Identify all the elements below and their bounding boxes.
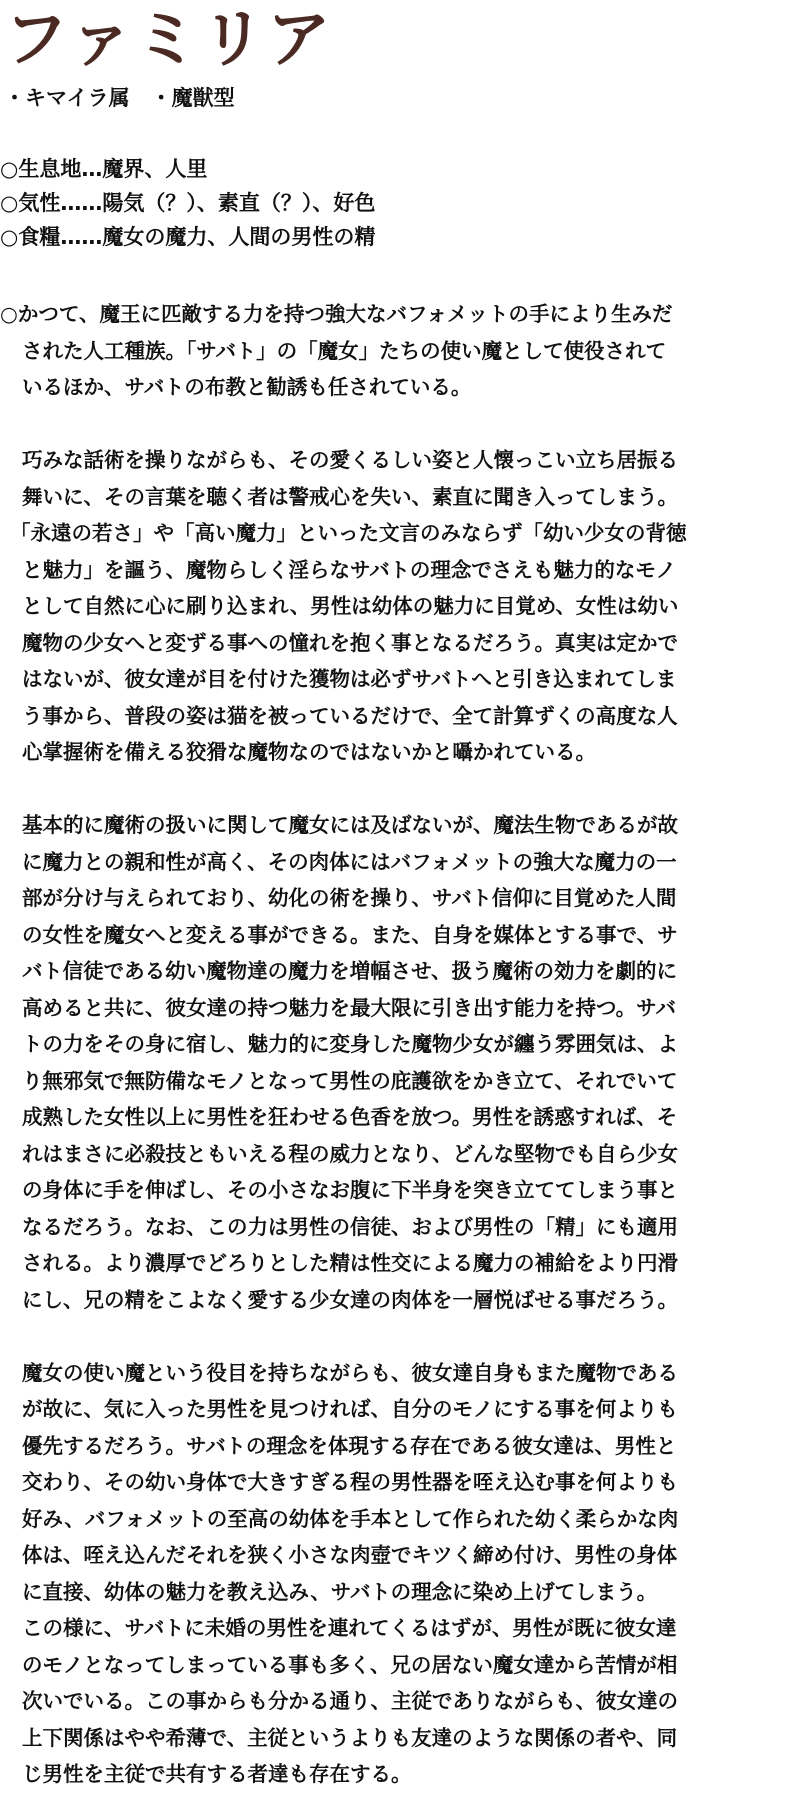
paragraph-gap xyxy=(0,1318,798,1355)
description-line: のモノとなってしまっている事も多く、兄の居ない魔女達から苦情が相 xyxy=(22,1652,678,1677)
page-title: ファミリア xyxy=(4,3,333,77)
description-line: が故に、気に入った男性を見つければ、自分のモノにする事を何よりも xyxy=(22,1397,678,1421)
description-line: う事から、普段の姿は猫を被っているだけで、全て計算ずくの高度な人 xyxy=(22,703,678,728)
description-line: 部が分け与えられており、幼化の術を操り、サバト信仰に目覚めた人間 xyxy=(22,886,677,910)
paragraph-gap xyxy=(0,406,798,443)
description-line: はないが、彼女達が目を付けた獲物は必ずサバトへと引き込まれてしま xyxy=(22,667,677,691)
description-line: 成熟した女性以上に男性を狂わせる色香を放つ。男性を誘惑すれば、そ xyxy=(22,1105,678,1129)
description-line: として自然に心に刷り込まれ、男性は幼体の魅力に目覚め、女性は幼い xyxy=(22,594,679,618)
classification-line: ・キマイラ属 ・魔獣型 xyxy=(4,86,235,110)
description-line: 「永遠の若さ」や「高い魔力」といった文言のみならず「幼い少女の背徳 xyxy=(10,521,687,545)
description-line: 優先するだろう。サバトの理念を体現する存在である彼女達は、男性と xyxy=(22,1433,677,1458)
description-line: 好み、バフォメットの至高の幼体を手本として作られた幼く柔らかな肉 xyxy=(22,1506,679,1531)
description-line: の身体に手を伸ばし、その小さなお腹に下半身を突き立ててしまう事と xyxy=(22,1178,678,1202)
description-line: れはまさに必殺技ともいえる程の威力となり、どんな堅物でも自ら少女 xyxy=(22,1141,678,1166)
stats-list xyxy=(0,152,798,254)
description-line: ○かつて、魔王に匹敵する力を持つ強大なバフォメットの手により生みだ xyxy=(0,302,673,326)
description-line: 心掌握術を備える狡猾な魔物なのではないかと囁かれている。 xyxy=(22,740,596,764)
description-body xyxy=(0,296,798,1793)
description-line: 魔物の少女へと変ずる事への憧れを抱く事となるだろう。真実は定かで xyxy=(22,630,678,655)
description-line: 魔女の使い魔という役目を持ちながらも、彼女達自身もまた魔物である xyxy=(22,1360,678,1385)
description-line: いるほか、サバトの布教と勧誘も任されている。 xyxy=(22,375,472,399)
stat-food: ○食糧……魔女の魔力、人間の男性の精 xyxy=(0,225,376,249)
description-line: 舞いに、その言葉を聴く者は警戒心を失い、素直に聞き入ってしまう。 xyxy=(22,484,678,509)
description-line: この様に、サバトに未婚の男性を連れてくるはずが、男性が既に彼女達 xyxy=(22,1616,677,1640)
description-line: 次いでいる。この事からも分かる通り、主従でありながらも、彼女達の xyxy=(22,1689,678,1713)
description-line: 巧みな話術を操りながらも、その愛くるしい姿と人懐っこい立ち居振る xyxy=(22,448,678,472)
description-line: の女性を魔女へと変える事ができる。また、自身を媒体とする事で、サ xyxy=(22,922,678,947)
description-line: 交わり、その幼い身体で大きすぎる程の男性器を咥え込む事を何よりも xyxy=(22,1470,678,1494)
description-line: バト信徒である幼い魔物達の魔力を増幅させ、扱う魔術の効力を劇的に xyxy=(22,959,677,983)
description-line: に直接、幼体の魅力を教え込み、サバトの理念に染め上げてしまう。 xyxy=(22,1579,658,1604)
description-line: と魅力」を謳う、魔物らしく淫らなサバトの理念でさえも魅力的なモノ xyxy=(22,557,677,582)
description-line: トの力をその身に宿し、魅力的に変身した魔物少女が纏う雰囲気は、よ xyxy=(22,1032,678,1056)
stat-temperament: ○気性……陽気（？）、素直（？）、好色 xyxy=(0,191,376,215)
description-line: に魔力との親和性が高く、その肉体にはバフォメットの強大な魔力の一 xyxy=(22,849,677,874)
description-line: された人工種族。「サバト」の「魔女」たちの使い魔として使役されて xyxy=(22,338,667,363)
description-line: 上下関係はやや希薄で、主従というよりも友達のような関係の者や、同 xyxy=(22,1725,678,1750)
description-line: り無邪気で無防備なモノとなって男性の庇護欲をかき立て、それでいて xyxy=(22,1068,678,1093)
description-line: 基本的に魔術の扱いに関して魔女には及ばないが、魔法生物であるが故 xyxy=(22,813,678,837)
stat-habitat: ○生息地…魔界、人里 xyxy=(0,157,208,181)
description-line: 高めると共に、彼女達の持つ魅力を最大限に引き出す能力を持つ。サバ xyxy=(22,995,676,1020)
description-line: じ男性を主従で共有する者達も存在する。 xyxy=(22,1762,412,1786)
paragraph-gap xyxy=(0,771,798,808)
description-line: 体は、咥え込んだそれを狭く小さな肉壺でキツく締め付け、男性の身体 xyxy=(22,1543,678,1567)
description-line: される。より濃厚でどろりとした精は性交による魔力の補給をより円滑 xyxy=(22,1251,678,1275)
description-line: なるだろう。なお、この力は男性の信徒、および男性の「精」にも適用 xyxy=(22,1214,678,1239)
description-line: にし、兄の精をこよなく愛する少女達の肉体を一層悦ばせる事だろう。 xyxy=(22,1287,678,1312)
